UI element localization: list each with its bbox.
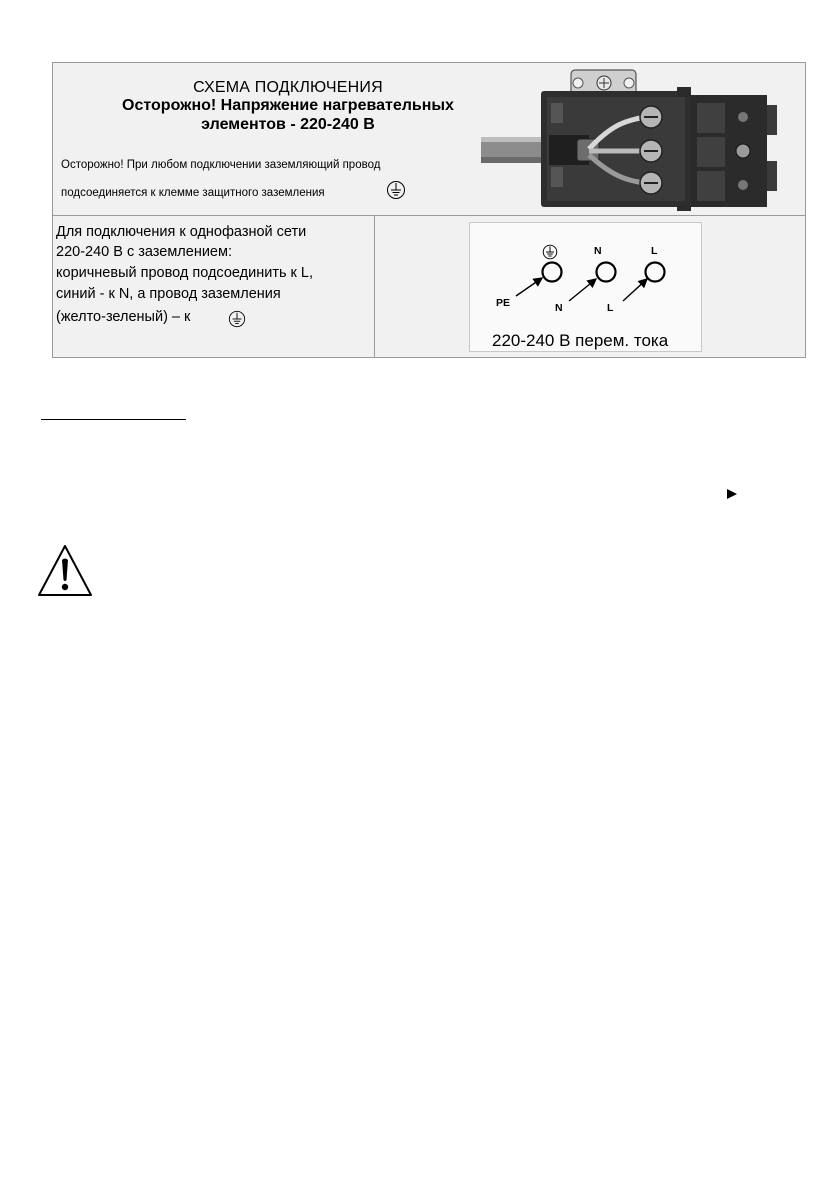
instruction-line: Для подключения к однофазной сети bbox=[56, 224, 307, 240]
heading-underline bbox=[41, 419, 186, 420]
ground-symbol-icon bbox=[386, 180, 406, 200]
terminal-block-photo bbox=[481, 65, 781, 213]
ground-symbol-icon bbox=[228, 310, 246, 328]
instruction-line: коричневый провод подсоединить к L, bbox=[56, 265, 314, 281]
wiring-diagram-box bbox=[52, 62, 806, 358]
terminal-arrows bbox=[470, 223, 703, 333]
voltage-warning-line2: элементов - 220-240 В bbox=[201, 116, 375, 133]
terminal-pe bbox=[543, 263, 562, 282]
voltage-label: 220-240 В перем. тока bbox=[492, 331, 669, 350]
play-triangle-icon bbox=[726, 488, 738, 500]
ground-note-line2: подсоединяется к клемме защитного заземления bbox=[61, 187, 325, 199]
terminal-l bbox=[646, 263, 665, 282]
instruction-line: (желто-зеленый) – к bbox=[56, 309, 191, 325]
terminal-label-pe: PE bbox=[496, 297, 511, 309]
terminal-label-n: N bbox=[594, 245, 602, 257]
instruction-line: 220-240 В с заземлением: bbox=[56, 244, 232, 260]
terminal-n bbox=[597, 263, 616, 282]
terminal-label-l: L bbox=[607, 302, 614, 314]
terminal-label-l: L bbox=[651, 245, 658, 257]
column-divider bbox=[374, 215, 375, 357]
instruction-line: синий - к N, а провод заземления bbox=[56, 286, 281, 302]
terminal-diagram bbox=[469, 222, 702, 352]
ground-note-line1: Осторожно! При любом подключении заземляющий провод bbox=[61, 159, 381, 171]
warning-triangle-icon bbox=[36, 543, 94, 599]
terminal-label-n: N bbox=[555, 302, 563, 314]
connection-instructions bbox=[53, 215, 374, 358]
voltage-warning-line1: Осторожно! Напряжение нагревательных bbox=[122, 97, 454, 114]
schema-title: СХЕМА ПОДКЛЮЧЕНИЯ bbox=[193, 79, 383, 96]
